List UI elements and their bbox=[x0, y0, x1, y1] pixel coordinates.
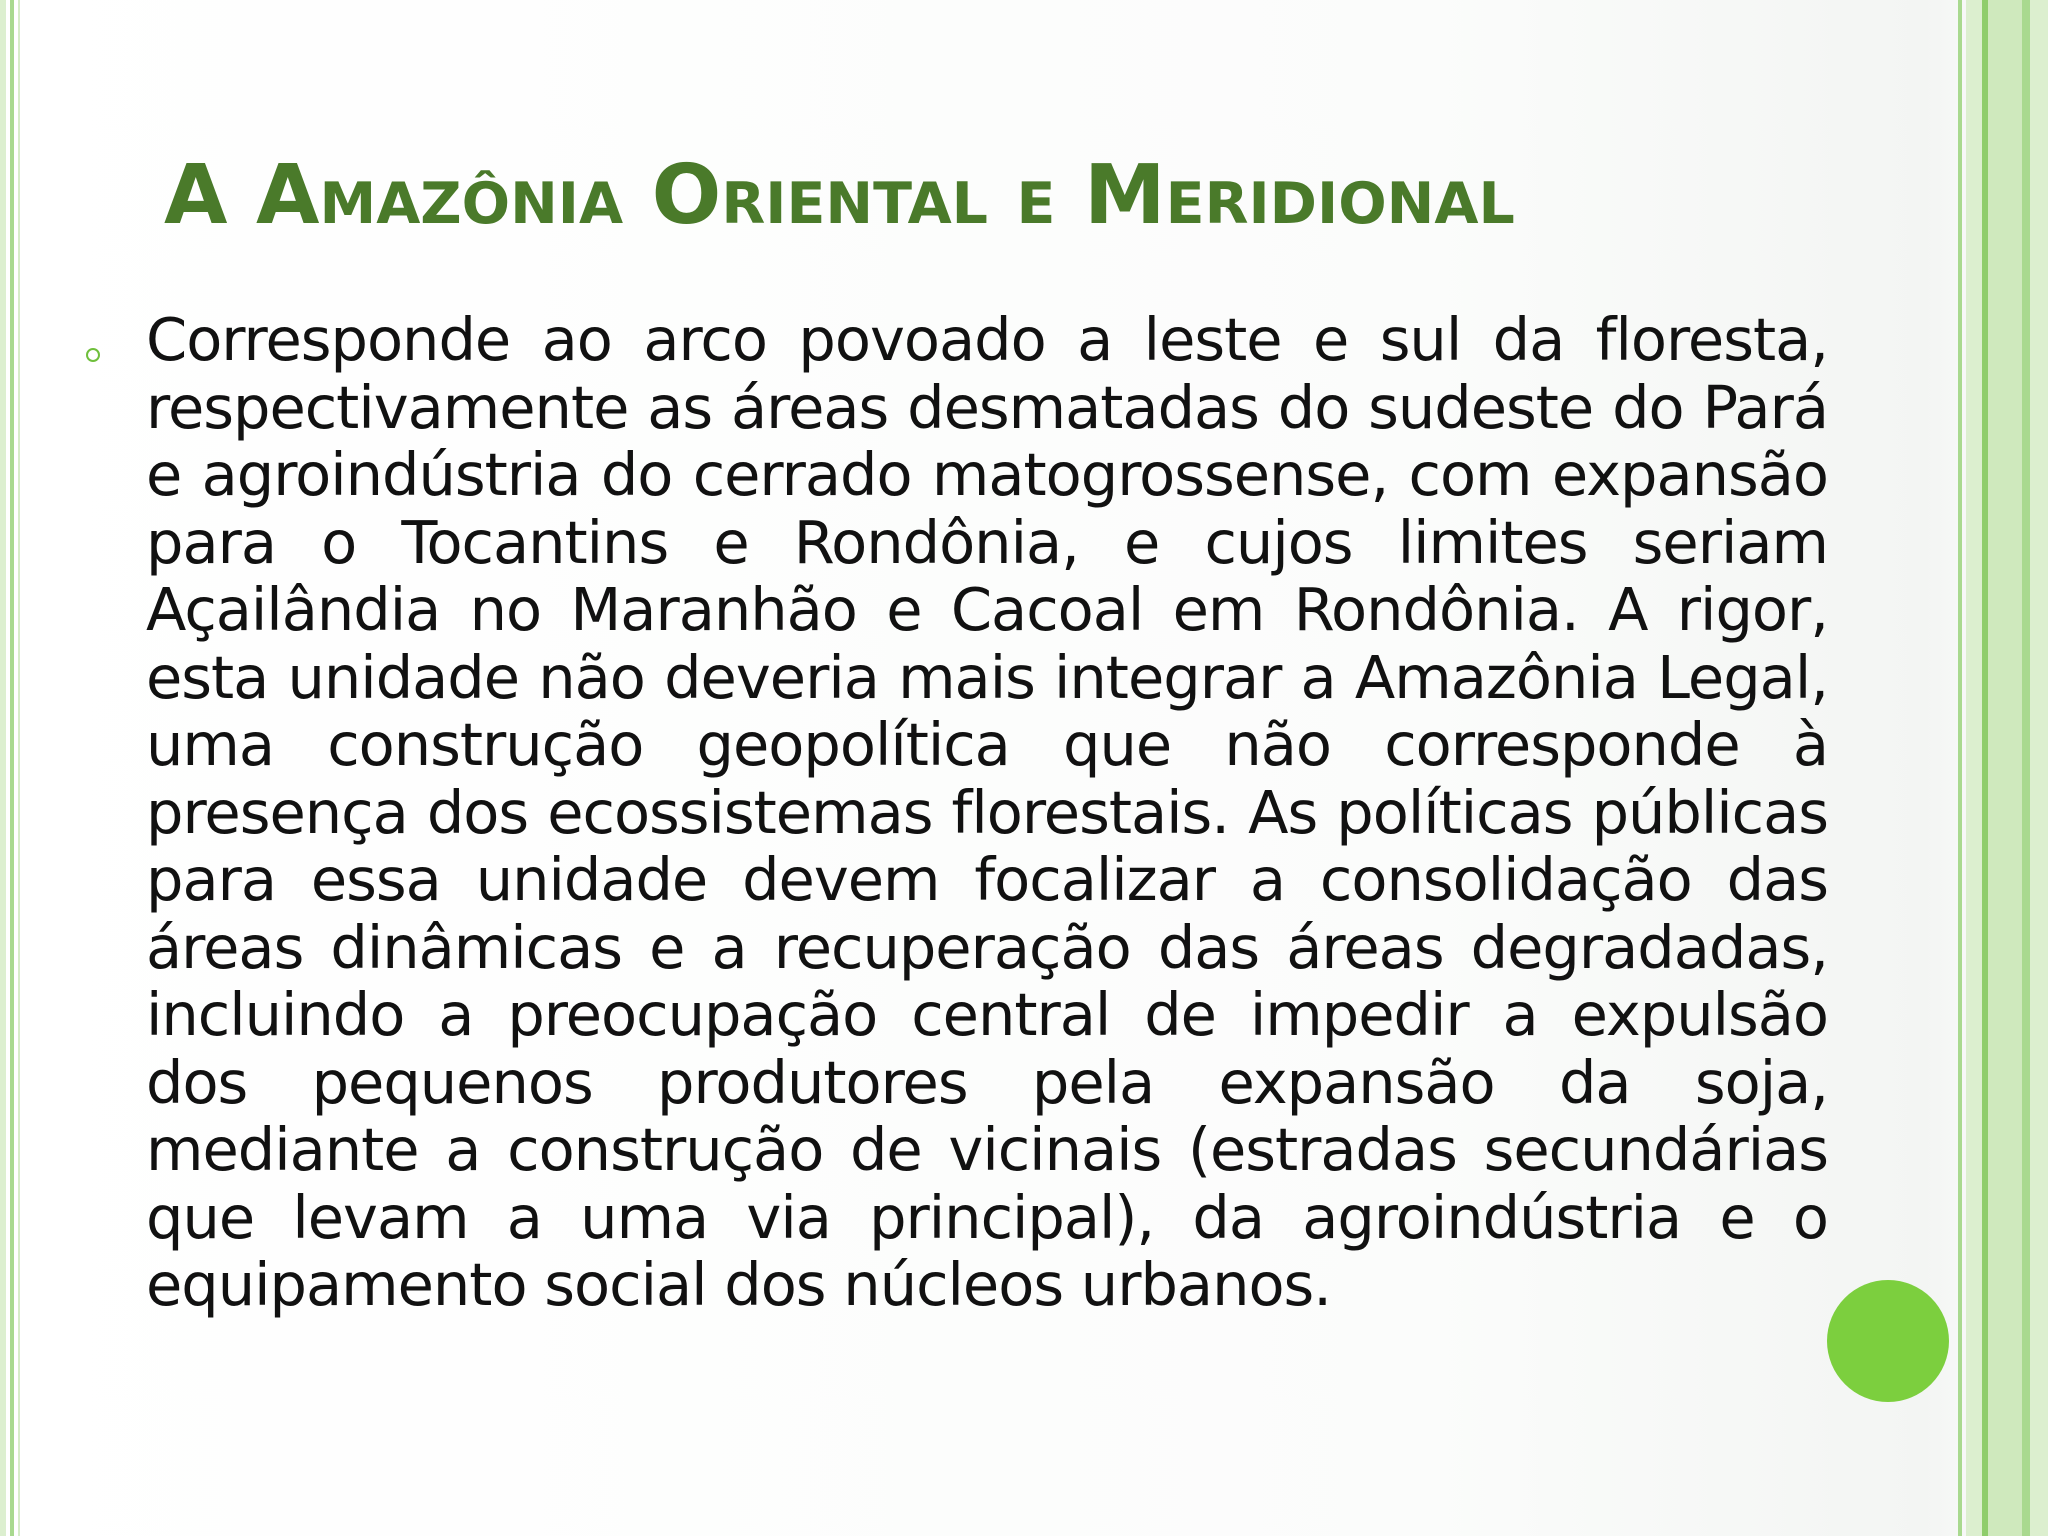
left-border-stripe bbox=[10, 0, 14, 1536]
bullet-circle-icon bbox=[86, 348, 100, 362]
right-border-stripe bbox=[2030, 0, 2048, 1536]
green-circle-decoration bbox=[1827, 1280, 1949, 1402]
right-border-stripe bbox=[1958, 0, 1962, 1536]
right-border-stripe bbox=[1988, 0, 2022, 1536]
slide-title: A Amazônia Oriental e Meridional bbox=[164, 148, 1515, 243]
bullet-paragraph: Corresponde ao arco povoado a leste e sul da floresta, respectivamente as áreas desmatadas do sudeste do Pará e agroindústria do cerrado matogrossense, com expansão para o Tocantins e Rondônia, e cujos limites seriam Açailândia no Maranhão e Cacoal em Rondônia. A rigor, esta unidade não deveria mais integrar a Amazônia Legal, uma construção geopolítica que não corresponde à presença dos ecossistemas florestais. As políticas públicas para essa unidade devem focalizar a consolidação das áreas dinâmicas e a recuperação das áreas degradadas, incluindo a preocupação central de impedir a expulsão dos pequenos produtores pela expansão da soja, mediante a construção de vicinais (estradas secundárias que levam a uma via principal), da agroindústria e o equipamento social dos núcleos urbanos. bbox=[146, 305, 1828, 1319]
left-border-stripe bbox=[0, 0, 6, 1536]
left-border-stripe bbox=[18, 0, 20, 1536]
right-border-stripe bbox=[1966, 0, 1982, 1536]
right-border-stripe bbox=[2022, 0, 2030, 1536]
